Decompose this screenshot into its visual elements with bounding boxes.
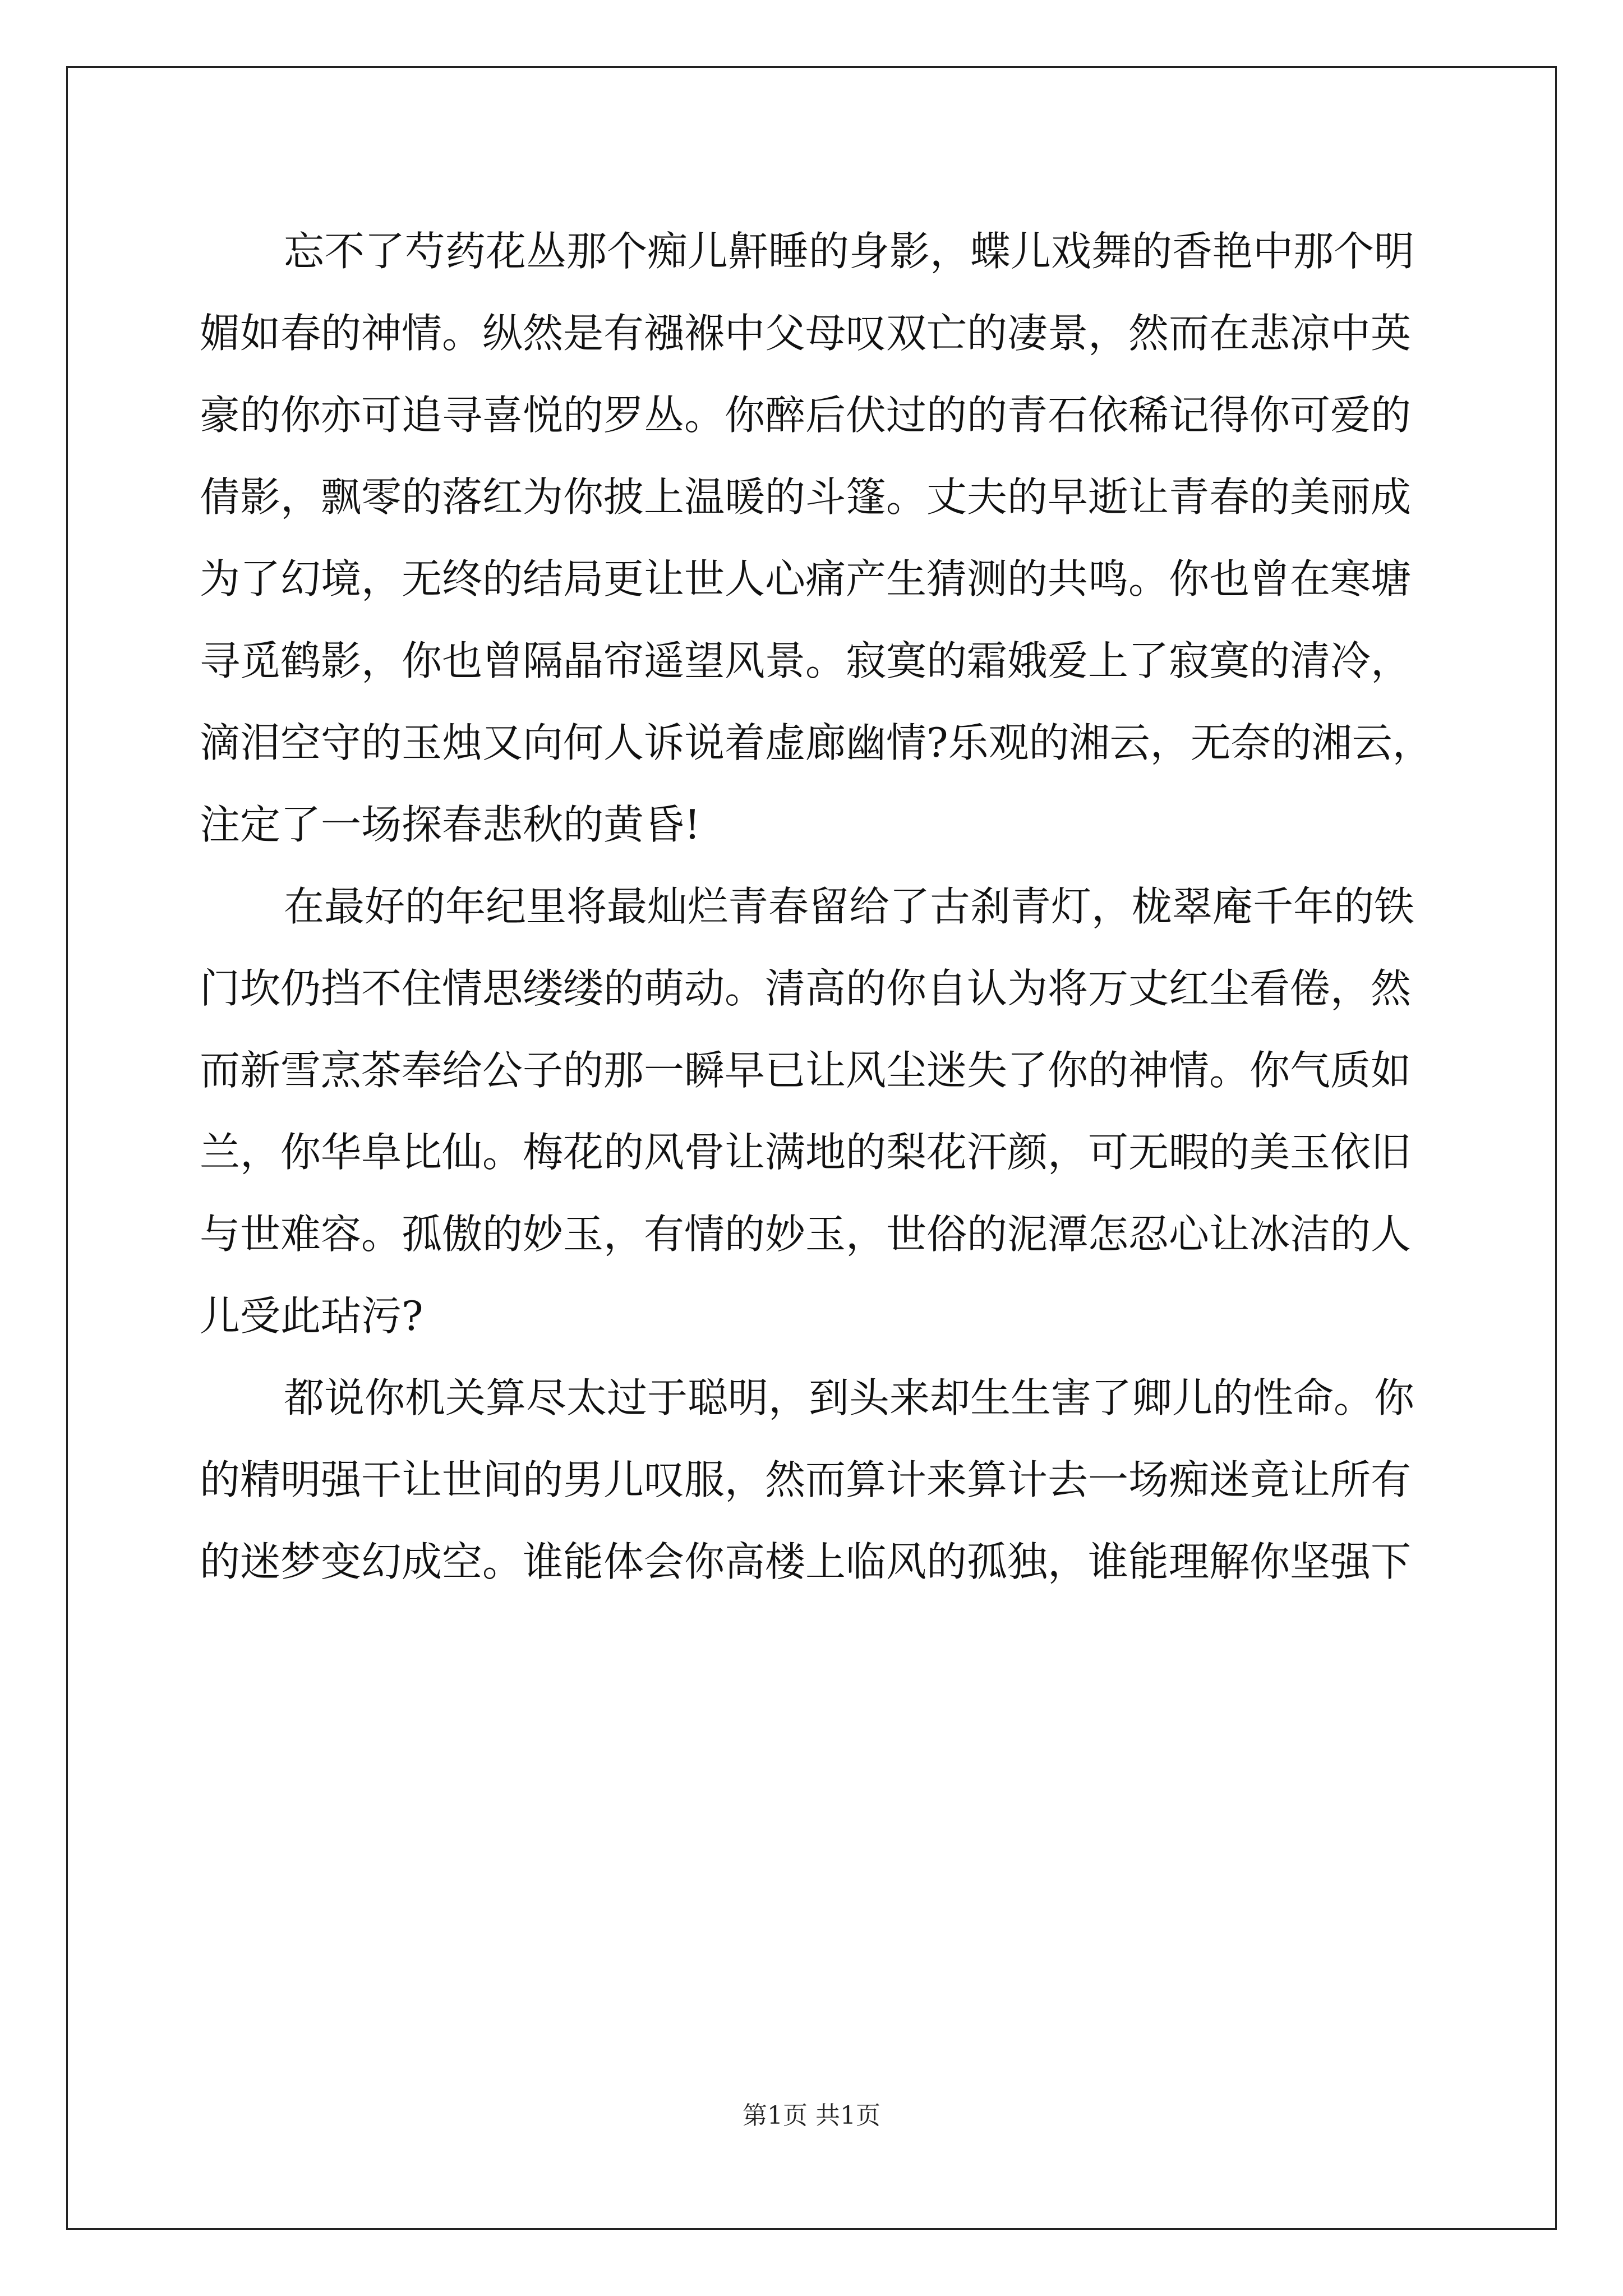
paragraph-2-line-4: 兰，你华阜比仙。梅花的风骨让满地的梨花汗颜，可无暇的美玉依旧	[200, 1129, 1412, 1176]
paragraph-2-line-2: 门坎仍挡不住情思缕缕的萌动。清高的你自认为将万丈红尘看倦，然	[200, 965, 1412, 1012]
page-number-footer: 第1页 共1页	[743, 2101, 880, 2130]
paragraph-1-line-1: 忘不了芍药花丛那个痴儿鼾睡的身影，蝶儿戏舞的香艳中那个明	[284, 228, 1415, 275]
paragraph-3-line-1: 都说你机关算尽太过于聪明，到头来却生生害了卿儿的性命。你	[284, 1374, 1415, 1421]
paragraph-1-line-7: 滴泪空守的玉烛又向何人诉说着虚廊幽情?乐观的湘云，无奈的湘云，	[200, 719, 1433, 766]
paragraph-1-line-4: 倩影，飘零的落红为你披上温暖的斗篷。丈夫的早逝让青春的美丽成	[200, 473, 1412, 521]
paragraph-1-line-2: 媚如春的神情。纵然是有襁褓中父母叹双亡的凄景，然而在悲凉中英	[200, 310, 1412, 357]
paragraph-3-line-3: 的迷梦变幻成空。谁能体会你高楼上临风的孤独，谁能理解你坚强下	[200, 1538, 1412, 1585]
paragraph-2-line-1: 在最好的年纪里将最灿烂青春留给了古刹青灯，栊翠庵千年的铁	[284, 883, 1415, 930]
paragraph-1-line-6: 寻觅鹤影，你也曾隔晶帘遥望风景。寂寞的霜娥爱上了寂寞的清冷，	[200, 637, 1412, 684]
paragraph-1-line-3: 豪的你亦可追寻喜悦的罗丛。你醉后伏过的的青石依稀记得你可爱的	[200, 392, 1412, 439]
paragraph-2-line-6: 儿受此玷污?	[200, 1292, 423, 1340]
paragraph-3-line-2: 的精明强干让世间的男儿叹服，然而算计来算计去一场痴迷竟让所有	[200, 1456, 1412, 1503]
paragraph-1-line-5: 为了幻境，无终的结局更让世人心痛产生猜测的共鸣。你也曾在寒塘	[200, 555, 1412, 602]
paragraph-2-line-5: 与世难容。孤傲的妙玉，有情的妙玉，世俗的泥潭怎忍心让冰洁的人	[200, 1211, 1412, 1258]
paragraph-1-line-8: 注定了一场探春悲秋的黄昏!	[200, 801, 700, 848]
paragraph-2-line-3: 而新雪烹茶奉给公子的那一瞬早已让风尘迷失了你的神情。你气质如	[200, 1047, 1412, 1094]
